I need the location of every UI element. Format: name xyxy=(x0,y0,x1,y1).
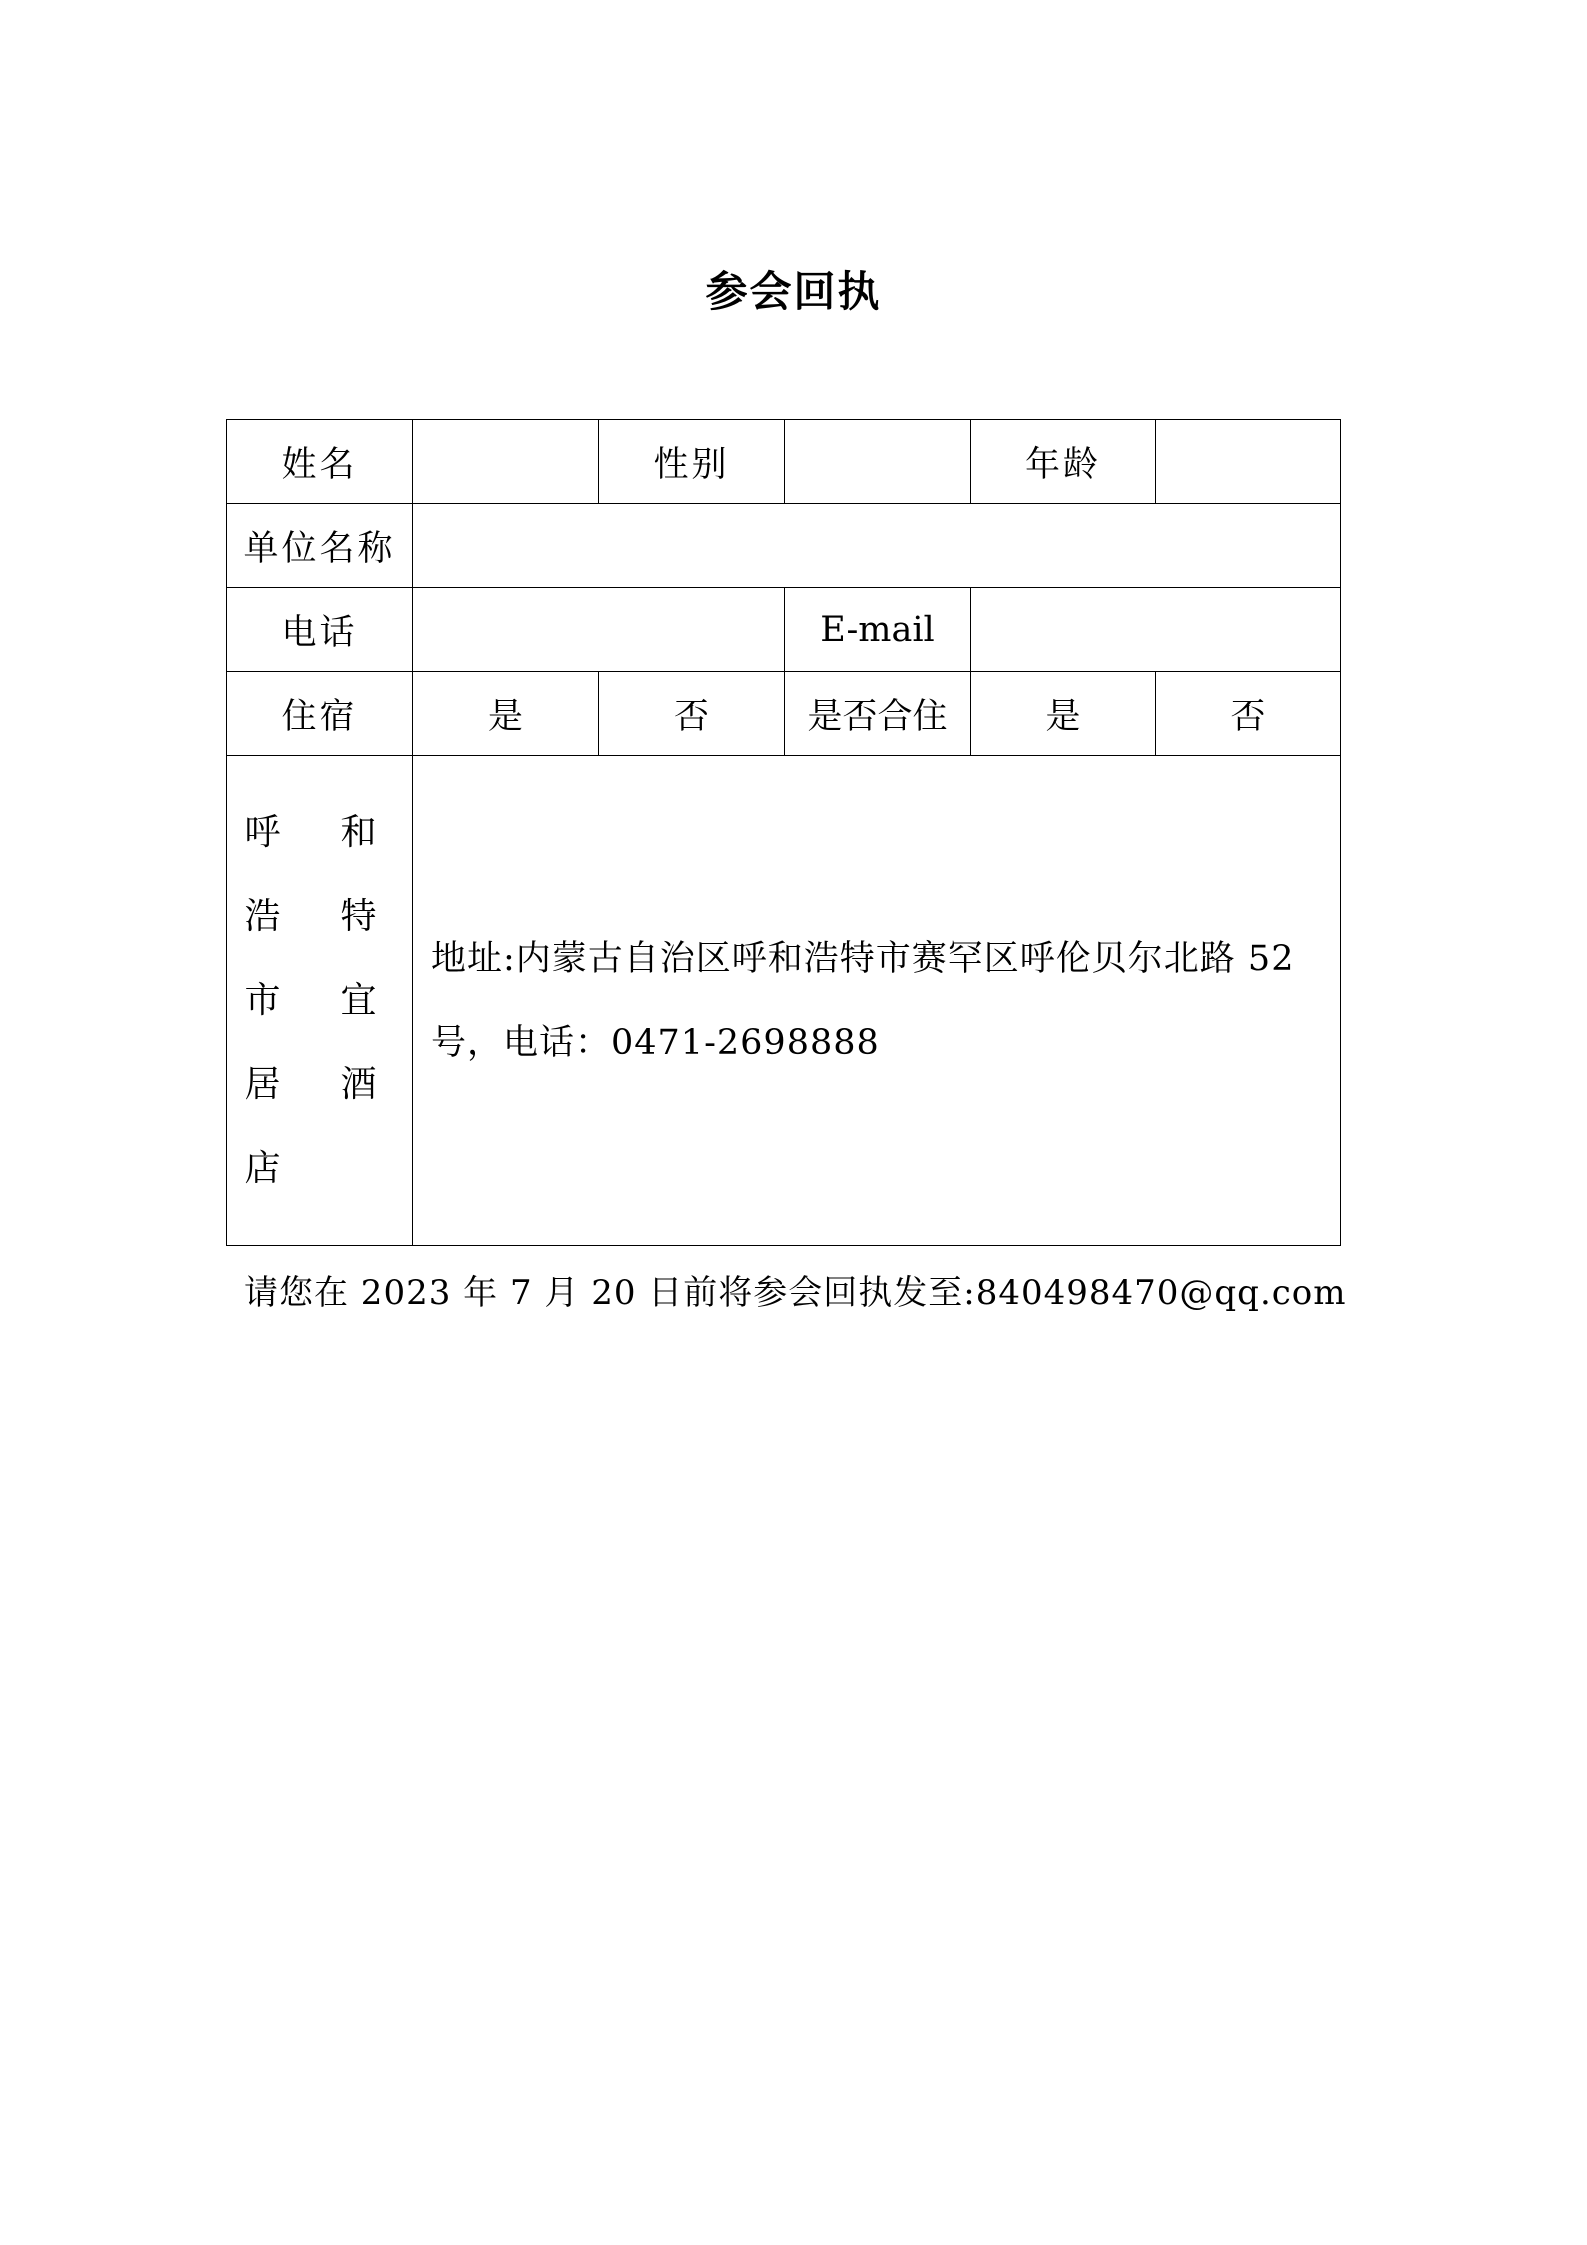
gender-label: 性别 xyxy=(599,420,785,504)
table-row xyxy=(227,420,1341,504)
phone-label: 电话 xyxy=(227,588,413,672)
hotel-address: 地址:内蒙古自治区呼和浩特市赛罕区呼伦贝尔北路 52 号，电话：0471-2698888 xyxy=(413,756,1341,1246)
room-share-no-option[interactable]: 否 xyxy=(1156,672,1341,756)
gender-field[interactable] xyxy=(785,420,971,504)
table-row xyxy=(227,588,1341,672)
age-field[interactable] xyxy=(1156,420,1341,504)
hotel-name: 呼和浩特市宜居酒店 xyxy=(244,811,395,1189)
phone-field[interactable] xyxy=(413,588,785,672)
submission-note: 请您在 2023 年 7 月 20 日前将参会回执发至:840498470@qq.com xyxy=(244,1273,1347,1313)
lodging-yes-option[interactable]: 是 xyxy=(413,672,599,756)
hotel-name-cell xyxy=(227,756,413,1246)
email-field[interactable] xyxy=(971,588,1341,672)
age-label: 年龄 xyxy=(971,420,1156,504)
page-title: 参会回执 xyxy=(705,267,882,316)
organization-label: 单位名称 xyxy=(227,504,413,588)
organization-field[interactable] xyxy=(413,504,1341,588)
table-row xyxy=(227,504,1341,588)
name-field[interactable] xyxy=(413,420,599,504)
name-label: 姓名 xyxy=(227,420,413,504)
receipt-form-table xyxy=(226,419,1341,1246)
room-share-label: 是否合住 xyxy=(785,672,971,756)
email-label: E-mail xyxy=(785,588,971,672)
table-row xyxy=(227,672,1341,756)
table-row xyxy=(227,756,1341,1246)
lodging-label: 住宿 xyxy=(227,672,413,756)
room-share-yes-option[interactable]: 是 xyxy=(971,672,1156,756)
lodging-no-option[interactable]: 否 xyxy=(599,672,785,756)
